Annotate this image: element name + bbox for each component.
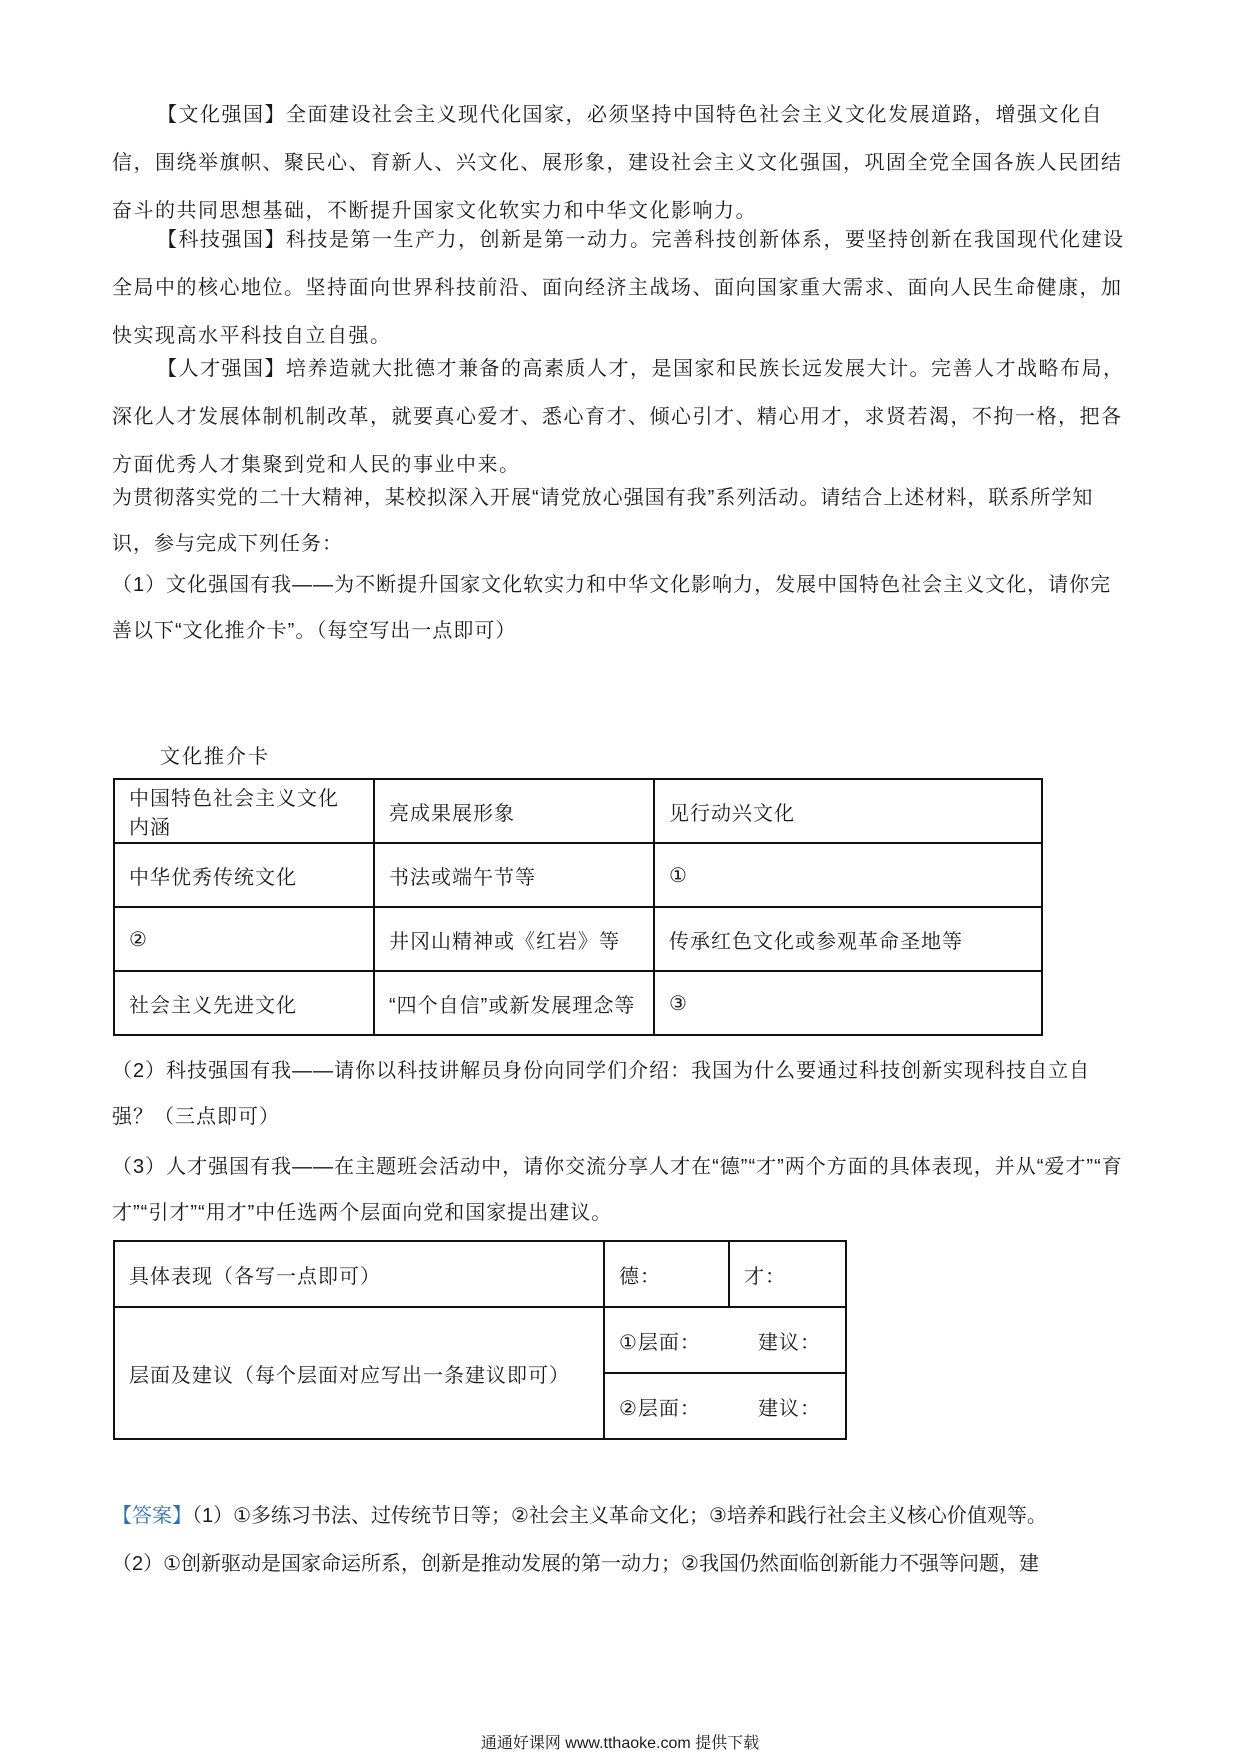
table-cell: 社会主义先进文化 (114, 971, 374, 1035)
table-row (114, 779, 1042, 843)
level-1-label: ①层面： (619, 1331, 701, 1354)
card-caption: 文化推介卡 (160, 744, 270, 768)
answer-line-1 (112, 1493, 1142, 1539)
table-cell: 具体表现（各写一点即可） (114, 1241, 604, 1307)
talent-table (113, 1240, 847, 1440)
question-1: （1）文化强国有我——为不断提升国家文化软实力和中华文化影响力，发展中国特色社会主义文化，请你完善以下“文化推介卡”。（每空写出一点即可） (112, 574, 1112, 642)
table-cell: ① (654, 843, 1042, 907)
question-2: （2）科技强国有我——请你以科技讲解员身份向同学们介绍：我国为什么要通过科技创新实现科技自立自强？（三点即可） (112, 1060, 1091, 1128)
answer-text-1: （1）①多练习书法、过传统节日等；②社会主义革命文化；③培养和践行社会主义核心价值观等。 (192, 1505, 1047, 1527)
answer-line-2: （2）①创新驱动是国家命运所系，创新是推动发展的第一动力；②我国仍然面临创新能力不强等问题，建 (112, 1553, 1039, 1575)
answer-label: 【答案】 (112, 1505, 192, 1527)
table-cell: 传承红色文化或参观革命圣地等 (654, 907, 1042, 971)
culture-card-table (113, 778, 1043, 1036)
table-cell (604, 1307, 846, 1373)
table-row (114, 843, 1042, 907)
table-cell: 德： (604, 1241, 729, 1307)
table-cell: “四个自信”或新发展理念等 (374, 971, 654, 1035)
suggestion-2-label: 建议： (758, 1397, 821, 1420)
table-cell: 才： (729, 1241, 846, 1307)
page-footer: 通通好课网 www.tthaoke.com 提供下载 (480, 1735, 760, 1752)
table-row (114, 1307, 846, 1373)
level-2-label: ②层面： (619, 1397, 701, 1420)
table-cell: 层面及建议（每个层面对应写出一条建议即可） (114, 1307, 604, 1439)
table-header-cell: 中国特色社会主义文化内涵 (114, 779, 374, 843)
paragraph-tech: 【科技强国】科技是第一生产力，创新是第一动力。完善科技创新体系，要坚持创新在我国现代化建设全局中的核心地位。坚持面向世界科技前沿、面向经济主战场、面向国家重大需求、面向人民生命健康，加快实现高水平科技自立自强。 (112, 227, 1125, 347)
suggestion-1-label: 建议： (758, 1331, 821, 1354)
table-cell: 中华优秀传统文化 (114, 843, 374, 907)
table-cell: ② (114, 907, 374, 971)
table-cell: 井冈山精神或《红岩》等 (374, 907, 654, 971)
table-row (114, 971, 1042, 1035)
table-header-cell: 见行动兴文化 (654, 779, 1042, 843)
table-cell: 书法或端午节等 (374, 843, 654, 907)
table-row (114, 907, 1042, 971)
table-cell (604, 1373, 846, 1439)
question-3: （3）人才强国有我——在主题班会活动中，请你交流分享人才在“德”“才”两个方面的具体表现，并从“爱才”“育才”“引才”“用才”中任选两个层面向党和国家提出建议。 (112, 1156, 1123, 1224)
paragraph-culture: 【文化强国】全面建设社会主义现代化国家，必须坚持中国特色社会主义文化发展道路，增强文化自信，围绕举旗帜、聚民心、育新人、兴文化、展形象，建设社会主义文化强国，巩固全党全国各族人民团结奋斗的共同思想基础，不断提升国家文化软实力和中华文化影响力。 (112, 102, 1123, 222)
intro-text: 为贯彻落实党的二十大精神，某校拟深入开展“请党放心强国有我”系列活动。请结合上述材料，联系所学知识，参与完成下列任务： (112, 487, 1094, 555)
table-row (114, 1241, 846, 1307)
paragraph-talent: 【人才强国】培养造就大批德才兼备的高素质人才，是国家和民族长远发展大计。完善人才战略布局，深化人才发展体制机制改革，就要真心爱才、悉心育才、倾心引才、精心用才，求贤若渴，不拘一格，把各方面优秀人才集聚到党和人民的事业中来。 (112, 356, 1125, 476)
table-header-cell: 亮成果展形象 (374, 779, 654, 843)
table-cell: ③ (654, 971, 1042, 1035)
